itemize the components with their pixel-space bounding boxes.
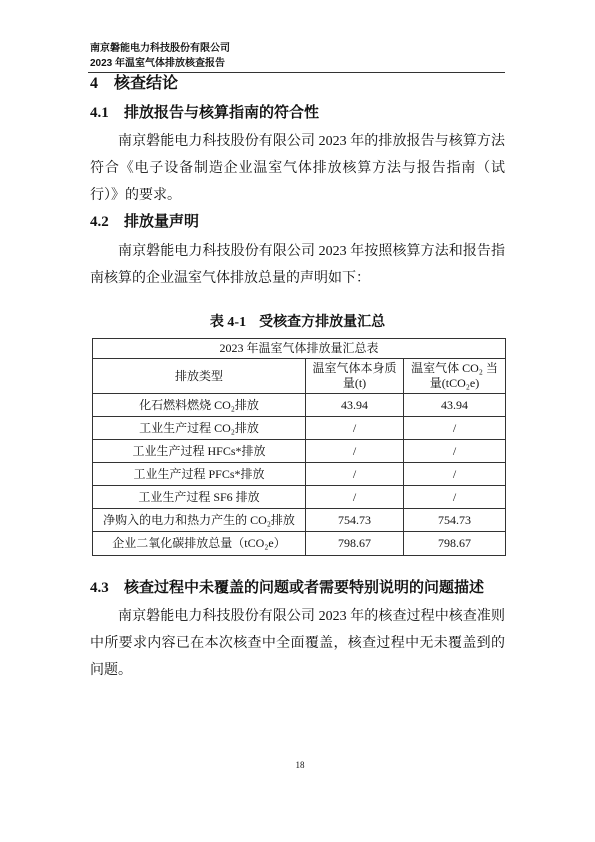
table-title-cell: 2023 年温室气体排放量汇总表 [93, 339, 506, 359]
table-title-row [93, 339, 506, 359]
table-total-row [93, 532, 506, 556]
header-co2-equivalent: 温室气体 CO₂ 当量(tCO₂e) [404, 359, 506, 394]
table-row [93, 463, 506, 486]
table-caption-title: 受核查方排放量汇总 [259, 313, 386, 329]
emission-type-cell: 工业生产过程 CO₂排放 [93, 417, 306, 440]
emission-type-cell: 企业二氧化碳排放总量（tCO₂e） [93, 532, 306, 556]
section-heading-4-1 [90, 104, 319, 122]
table-row [93, 417, 506, 440]
header-rule [88, 72, 505, 73]
emission-type-cell: 化石燃料燃烧 CO₂排放 [93, 394, 306, 417]
gas-mass-cell: / [306, 417, 404, 440]
section-4-3-paragraph: 南京磐能电力科技股份有限公司 2023 年的核查过程中核查准则中所要求内容已在本次核查中全面覆盖，核查过程中无未覆盖到的问题。 [90, 609, 505, 678]
co2-equivalent-cell: / [404, 486, 506, 509]
emission-type-cell: 工业生产过程 SF6 排放 [93, 486, 306, 509]
chapter-heading [90, 75, 178, 93]
emission-type-cell: 工业生产过程 PFCs*排放 [93, 463, 306, 486]
header-company-name: 南京磐能电力科技股份有限公司 [90, 43, 230, 54]
emission-type-cell: 工业生产过程 HFCs*排放 [93, 440, 306, 463]
gas-mass-cell: / [306, 486, 404, 509]
gas-mass-cell: 754.73 [306, 509, 404, 532]
co2-equivalent-cell: / [404, 417, 506, 440]
table-row [93, 394, 506, 417]
co2-equivalent-cell: 754.73 [404, 509, 506, 532]
co2-equivalent-cell: / [404, 440, 506, 463]
gas-mass-cell: 798.67 [306, 532, 404, 556]
section-title: 核查过程中未覆盖的问题或者需要特别说明的问题描述 [124, 579, 485, 596]
chapter-number: 4 [90, 75, 98, 92]
table-row [93, 486, 506, 509]
chapter-title: 核查结论 [114, 75, 179, 92]
header-gas-mass: 温室气体本身质量(t) [306, 359, 404, 394]
section-title: 排放报告与核算指南的符合性 [124, 104, 320, 121]
table-header-row [93, 359, 506, 394]
emissions-summary-table [92, 338, 506, 556]
header-emission-type: 排放类型 [93, 359, 306, 394]
table-row [93, 440, 506, 463]
gas-mass-cell: / [306, 463, 404, 486]
co2-equivalent-cell: 43.94 [404, 394, 506, 417]
page-number: 18 [295, 760, 305, 770]
emission-type-cell: 净购入的电力和热力产生的 CO₂排放 [93, 509, 306, 532]
table-caption-label: 表 4-1 [209, 315, 247, 330]
co2-equivalent-cell: / [404, 463, 506, 486]
section-heading-4-2 [90, 213, 199, 231]
section-number: 4.1 [90, 105, 109, 121]
table-row [93, 509, 506, 532]
gas-mass-cell: 43.94 [306, 394, 404, 417]
section-number: 4.2 [90, 214, 109, 230]
section-number: 4.3 [90, 580, 109, 596]
section-title: 排放量声明 [124, 213, 200, 230]
header-report-title: 2023 年温室气体排放核查报告 [90, 58, 226, 69]
co2-equivalent-cell: 798.67 [404, 532, 506, 556]
section-4-1-paragraph: 南京磐能电力科技股份有限公司 2023 年的排放报告与核算方法符合《电子设备制造企业温室气体排放核算方法与报告指南（试行）》的要求。 [90, 134, 505, 203]
gas-mass-cell: / [306, 440, 404, 463]
table-caption [90, 312, 505, 332]
section-4-2-paragraph: 南京磐能电力科技股份有限公司 2023 年按照核算方法和报告指南核算的企业温室气体排放总量的声明如下： [90, 244, 505, 286]
section-heading-4-3 [90, 579, 484, 597]
